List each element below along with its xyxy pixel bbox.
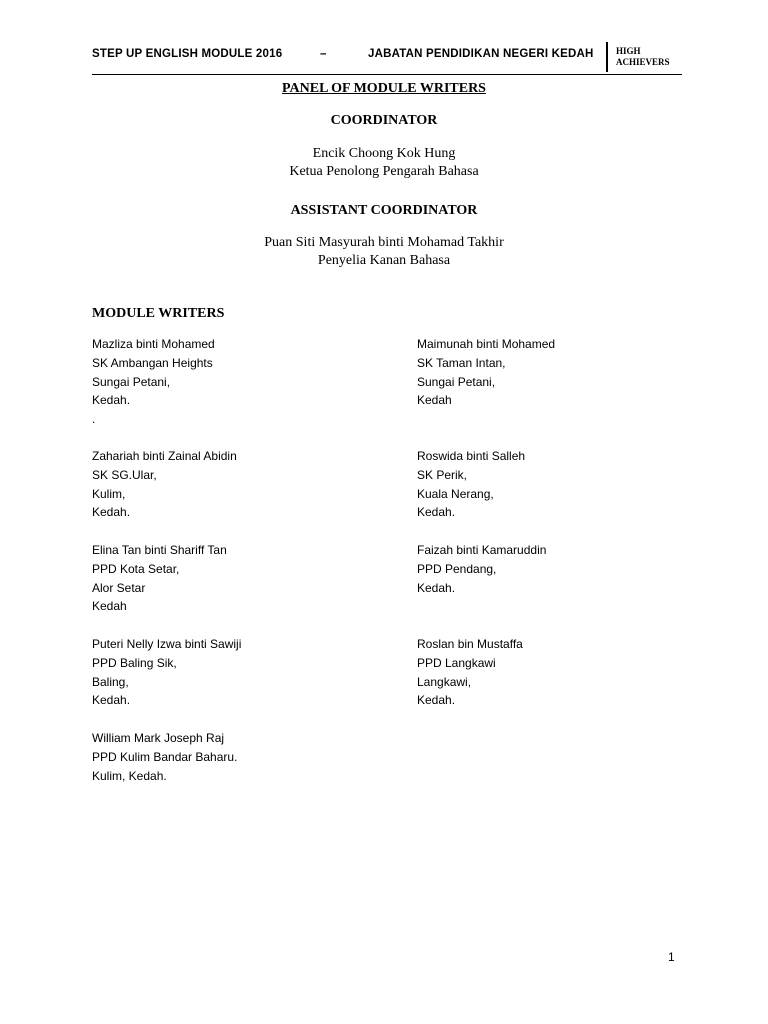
writer-name: Faizah binti Kamaruddin (417, 543, 547, 557)
writer-name: Zahariah binti Zainal Abidin (92, 449, 237, 463)
writer-town: Alor Setar (92, 580, 146, 595)
writer-name: Roswida binti Salleh (417, 449, 526, 463)
writer-town: Sungai Petani, (92, 374, 171, 389)
writer-school: SK SG.Ular, (92, 467, 157, 482)
writer-entry (92, 635, 241, 710)
writer-state: Kedah. (92, 505, 131, 520)
header-dash: – (320, 48, 327, 60)
writer-state: Kedah. (417, 693, 456, 708)
writer-name: Puteri Nelly Izwa binti Sawiji (92, 637, 242, 651)
writer-school: PPD Kota Setar, (92, 561, 180, 576)
writer-name: Mazliza binti Mohamed (92, 337, 215, 351)
writer-entry (417, 541, 546, 597)
writer-town: Langkawi, (417, 674, 472, 689)
coordinator-heading: COORDINATOR (330, 113, 438, 128)
writer-school: SK Perik, (417, 467, 468, 482)
writer-state: Kedah. (417, 580, 456, 595)
writer-school: SK Ambangan Heights (92, 355, 213, 370)
writer-entry (92, 335, 215, 429)
writer-school: PPD Baling Sik, (92, 655, 177, 670)
writer-entry (417, 335, 555, 410)
header-badge-line2: ACHIEVERS (616, 57, 670, 67)
module-writers-heading: MODULE WRITERS (92, 306, 225, 321)
writer-entry (92, 447, 237, 522)
writer-extra: . (92, 412, 96, 427)
writer-name: Maimunah binti Mohamed (417, 337, 556, 351)
assistant-coordinator-heading: ASSISTANT COORDINATOR (290, 203, 478, 218)
header-module-title: STEP UP ENGLISH MODULE 2016 (92, 48, 283, 60)
writer-name: Roslan bin Mustaffa (417, 637, 523, 651)
page-number: 1 (668, 950, 675, 964)
writer-town: Kulim, Kedah. (92, 768, 167, 783)
writer-name: Elina Tan binti Shariff Tan (92, 543, 227, 557)
header-badge-line1: HIGH (616, 46, 641, 56)
writer-town: Baling, (92, 674, 129, 689)
writer-state: Kedah. (92, 693, 131, 708)
page-header (92, 40, 682, 75)
header-separator (606, 42, 608, 72)
writer-school: PPD Langkawi (417, 655, 496, 670)
writer-name: William Mark Joseph Raj (92, 731, 225, 745)
writer-entry (417, 635, 523, 710)
writer-state: Kedah (417, 393, 452, 408)
writer-entry (92, 541, 227, 616)
writer-town: Kuala Nerang, (417, 486, 494, 501)
coordinator-name: Encik Choong Kok Hung (312, 146, 456, 161)
writer-entry (92, 729, 237, 785)
header-department: JABATAN PENDIDIKAN NEGERI KEDAH (368, 48, 594, 60)
writer-state: Kedah. (417, 505, 456, 520)
writer-state: Kedah (92, 599, 127, 614)
assistant-coordinator-name: Puan Siti Masyurah binti Mohamad Takhir (264, 235, 504, 250)
writer-school: PPD Pendang, (417, 561, 497, 576)
assistant-coordinator-position: Penyelia Kanan Bahasa (317, 253, 451, 268)
writer-town: Sungai Petani, (417, 374, 496, 389)
writer-state: Kedah. (92, 393, 131, 408)
page-title: PANEL OF MODULE WRITERS (282, 81, 486, 96)
writer-town: Kulim, (92, 486, 126, 501)
coordinator-position: Ketua Penolong Pengarah Bahasa (289, 164, 479, 179)
writer-entry (417, 447, 525, 522)
writer-school: PPD Kulim Bandar Baharu. (92, 749, 238, 764)
writer-school: SK Taman Intan, (417, 355, 506, 370)
header-badge (616, 46, 670, 68)
